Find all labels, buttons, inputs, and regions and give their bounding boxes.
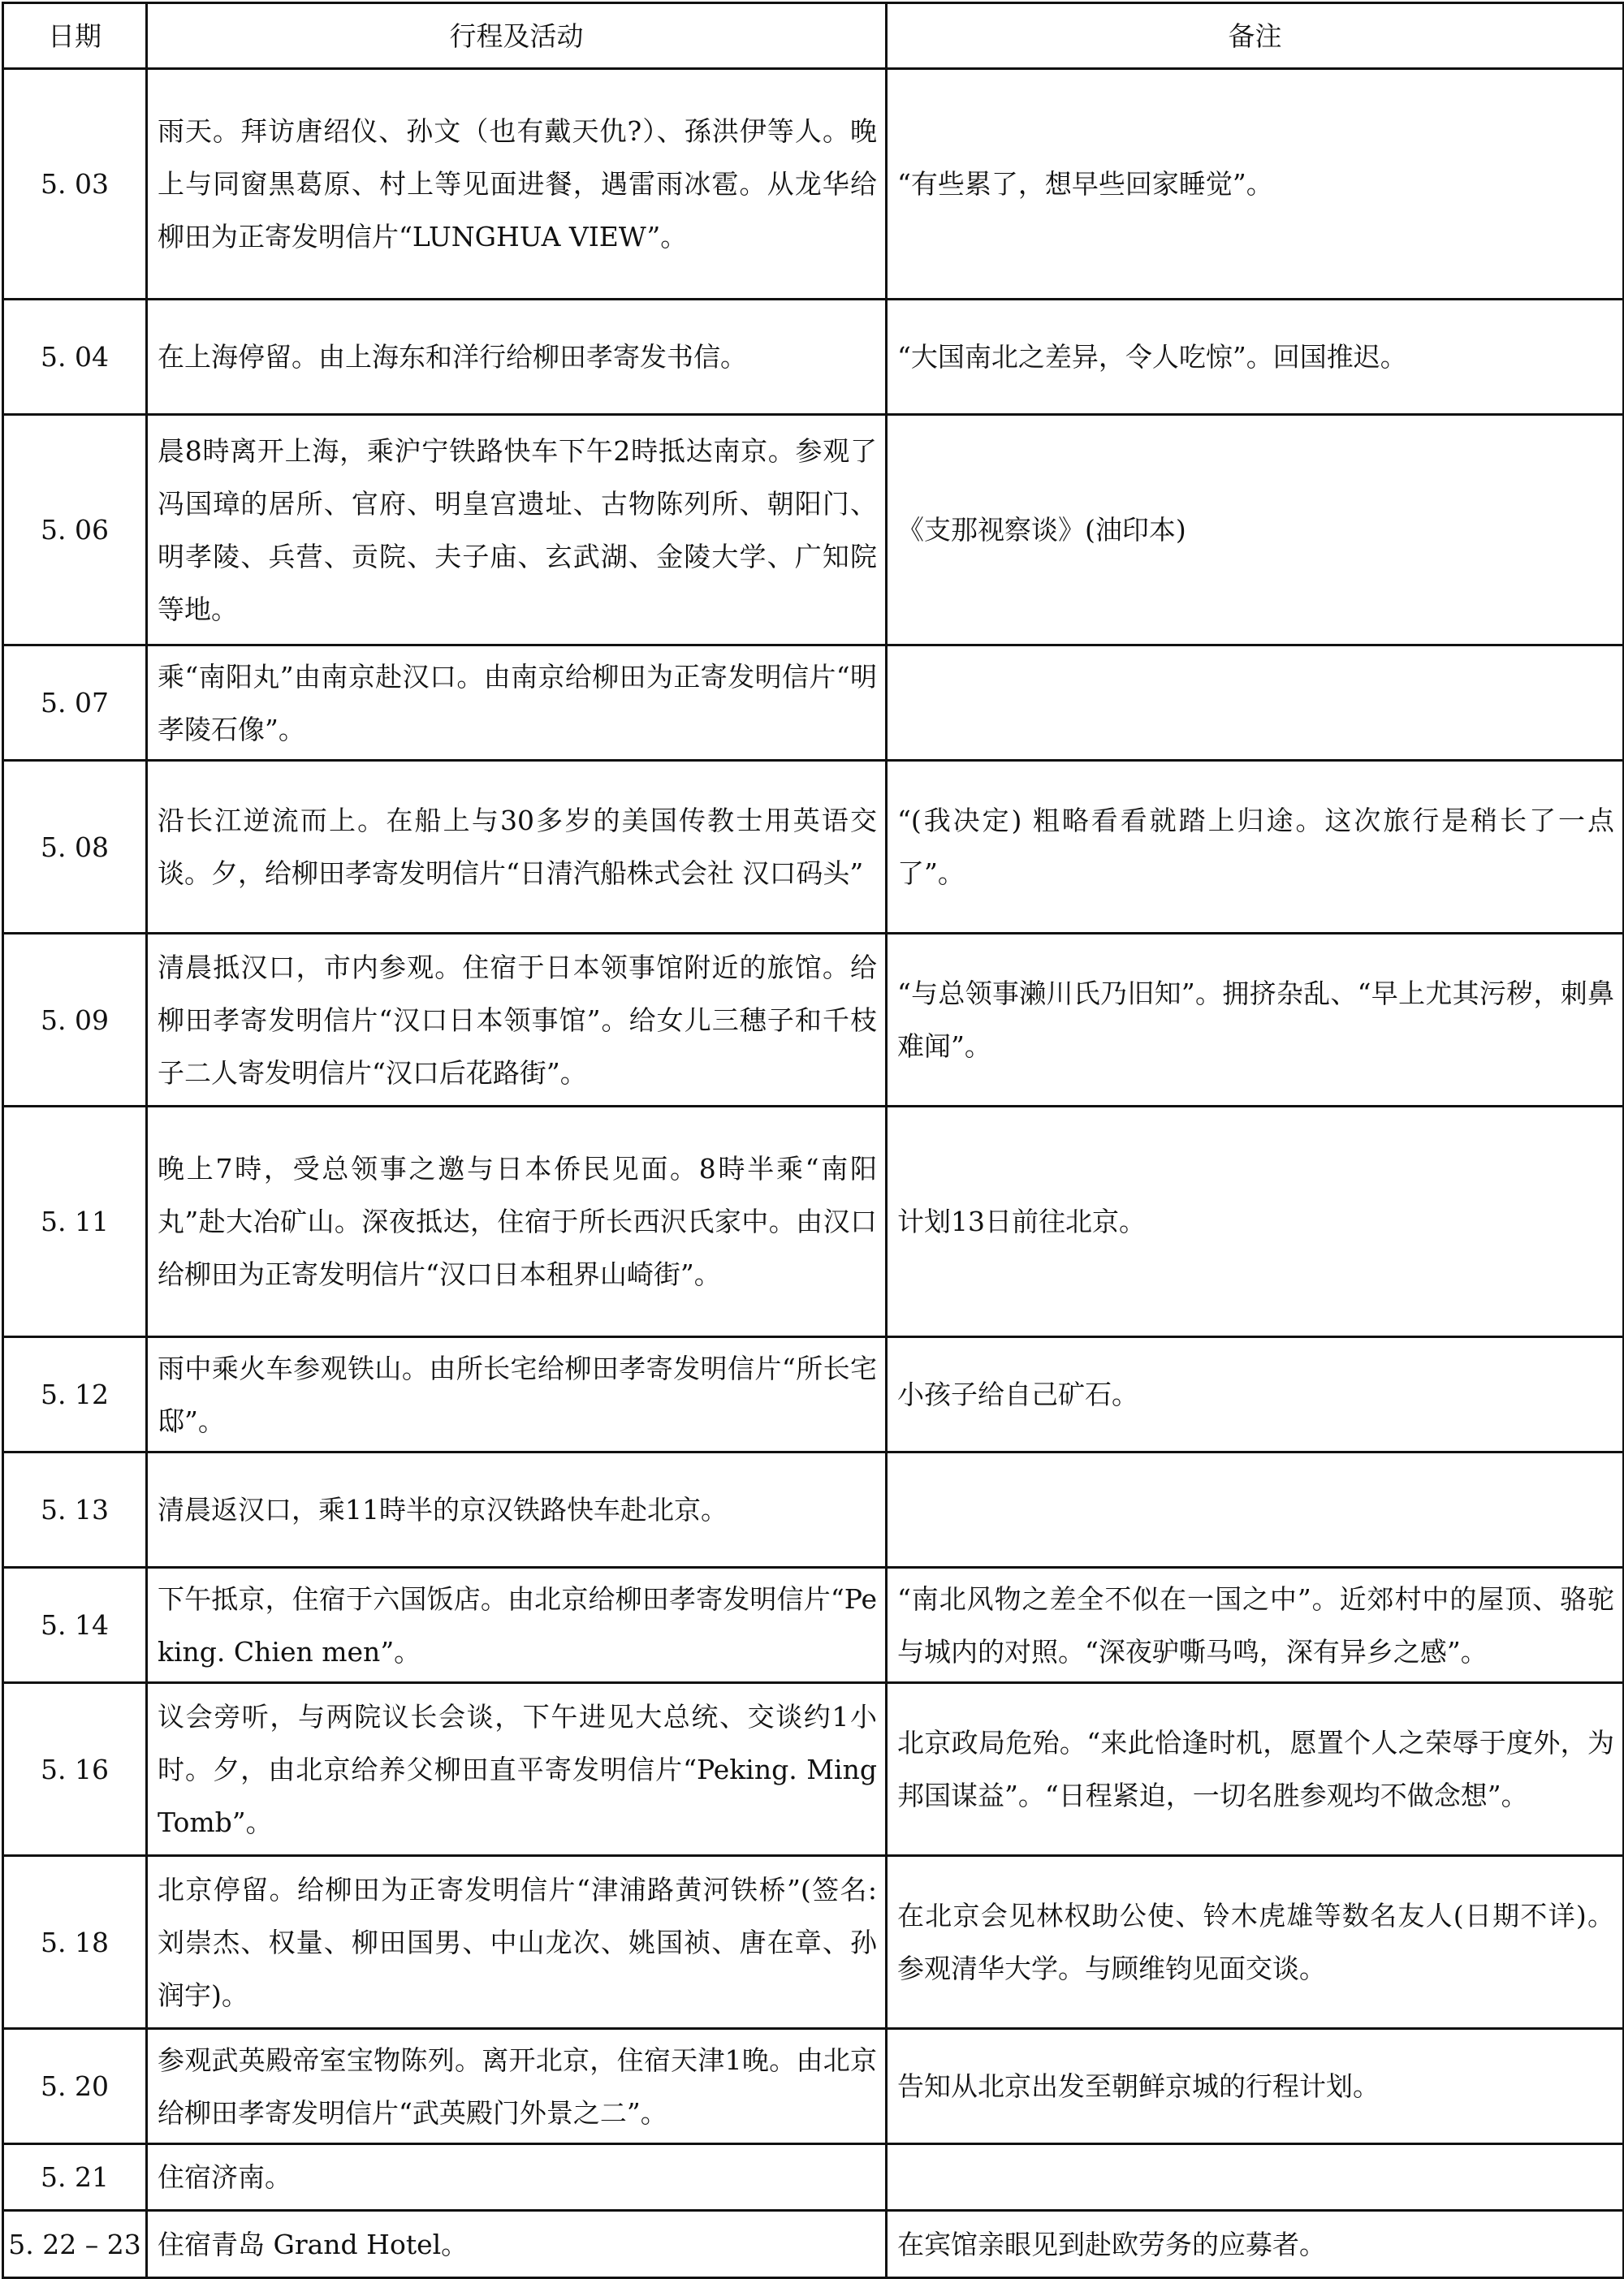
date-cell: 5. 13 (3, 1452, 147, 1568)
activity-cell: 在上海停留。由上海东和洋行给柳田孝寄发书信。 (147, 300, 887, 415)
table-row (3, 415, 1624, 645)
header-activity: 行程及活动 (147, 3, 887, 69)
date-cell: 5. 11 (3, 1107, 147, 1337)
date-cell: 5. 14 (3, 1568, 147, 1683)
table-row (3, 2211, 1624, 2278)
activity-cell: 雨天。拜访唐绍仪、孙文（也有戴天仇?）、孫洪伊等人。晚上与同窗黒葛原、村上等见面进餐，遇雷雨冰雹。从龙华给柳田为正寄发明信片“LUNGHUA VIEW”。 (147, 69, 887, 300)
table-row (3, 1568, 1624, 1683)
note-cell (887, 1452, 1624, 1568)
activity-cell: 北京停留。给柳田为正寄发明信片“津浦路黄河铁桥”(签名: 刘崇杰、权量、柳田国男、中山龙次、姚国祯、唐在章、孙润宇)。 (147, 1856, 887, 2029)
activity-cell: 住宿青岛 Grand Hotel。 (147, 2211, 887, 2278)
note-cell: “大国南北之差异，令人吃惊”。回国推迟。 (887, 300, 1624, 415)
date-cell: 5. 12 (3, 1337, 147, 1452)
date-cell: 5. 21 (3, 2144, 147, 2211)
note-cell: “与总领事濑川氏乃旧知”。拥挤杂乱、“早上尤其污秽，刺鼻难闻”。 (887, 934, 1624, 1107)
note-cell: 北京政局危殆。“来此恰逢时机，愿置个人之荣辱于度外，为邦国谋益”。“日程紧迫，一切名胜参观均不做念想”。 (887, 1683, 1624, 1856)
note-cell: 在北京会见林权助公使、铃木虎雄等数名友人(日期不详)。参观清华大学。与顾维钧见面交谈。 (887, 1856, 1624, 2029)
note-cell: “(我决定) 粗略看看就踏上归途。这次旅行是稍长了一点了”。 (887, 761, 1624, 934)
header-row (3, 3, 1624, 69)
note-cell: “南北风物之差全不似在一国之中”。近郊村中的屋顶、骆驼与城内的对照。“深夜驴嘶马鸣，深有异乡之感”。 (887, 1568, 1624, 1683)
activity-cell: 清晨返汉口，乘11時半的京汉铁路快车赴北京。 (147, 1452, 887, 1568)
date-cell: 5. 07 (3, 645, 147, 761)
table-row (3, 1683, 1624, 1856)
table-row (3, 1452, 1624, 1568)
activity-cell: 乘“南阳丸”由南京赴汉口。由南京给柳田为正寄发明信片“明孝陵石像”。 (147, 645, 887, 761)
activity-cell: 晨8時离开上海，乘沪宁铁路快车下午2時抵达南京。参观了冯国璋的居所、官府、明皇宫遗址、古物陈列所、朝阳门、明孝陵、兵营、贡院、夫子庙、玄武湖、金陵大学、广知院等地。 (147, 415, 887, 645)
date-cell: 5. 08 (3, 761, 147, 934)
table-row (3, 645, 1624, 761)
note-cell: 告知从北京出发至朝鲜京城的行程计划。 (887, 2029, 1624, 2144)
note-cell: 计划13日前往北京。 (887, 1107, 1624, 1337)
table-row (3, 761, 1624, 934)
table-row (3, 69, 1624, 300)
date-cell: 5. 18 (3, 1856, 147, 2029)
note-cell (887, 2144, 1624, 2211)
note-cell: “有些累了，想早些回家睡觉”。 (887, 69, 1624, 300)
itinerary-table (2, 2, 1624, 2279)
header-date: 日期 (3, 3, 147, 69)
header-note: 备注 (887, 3, 1624, 69)
activity-cell: 沿长江逆流而上。在船上与30多岁的美国传教士用英语交谈。夕，给柳田孝寄发明信片“日清汽船株式会社 汉口码头” (147, 761, 887, 934)
table-row (3, 1856, 1624, 2029)
activity-cell: 住宿济南。 (147, 2144, 887, 2211)
date-cell: 5. 09 (3, 934, 147, 1107)
table-row (3, 300, 1624, 415)
activity-cell: 下午抵京，住宿于六国饭店。由北京给柳田孝寄发明信片“Peking. Chien men”。 (147, 1568, 887, 1683)
table-row (3, 934, 1624, 1107)
date-cell: 5. 20 (3, 2029, 147, 2144)
note-cell: 在宾馆亲眼见到赴欧劳务的应募者。 (887, 2211, 1624, 2278)
date-cell: 5. 03 (3, 69, 147, 300)
activity-cell: 参观武英殿帝室宝物陈列。离开北京，住宿天津1晚。由北京给柳田孝寄发明信片“武英殿门外景之二”。 (147, 2029, 887, 2144)
activity-cell: 清晨抵汉口，市内参观。住宿于日本领事馆附近的旅馆。给柳田孝寄发明信片“汉口日本领事馆”。给女儿三穗子和千枝子二人寄发明信片“汉口后花路街”。 (147, 934, 887, 1107)
activity-cell: 议会旁听，与两院议长会谈，下午进见大总统、交谈约1小时。夕，由北京给养父柳田直平寄发明信片“Peking. Ming Tomb”。 (147, 1683, 887, 1856)
table-row (3, 2029, 1624, 2144)
table-row (3, 2144, 1624, 2211)
activity-cell: 雨中乘火车参观铁山。由所长宅给柳田孝寄发明信片“所长宅邸”。 (147, 1337, 887, 1452)
note-cell: 小孩子给自己矿石。 (887, 1337, 1624, 1452)
date-cell: 5. 04 (3, 300, 147, 415)
note-cell: 《支那视察谈》(油印本) (887, 415, 1624, 645)
activity-cell: 晚上7時，受总领事之邀与日本侨民见面。8時半乘“南阳丸”赴大冶矿山。深夜抵达，住宿于所长西沢氏家中。由汉口给柳田为正寄发明信片“汉口日本租界山崎街”。 (147, 1107, 887, 1337)
table-row (3, 1337, 1624, 1452)
date-cell: 5. 06 (3, 415, 147, 645)
table-row (3, 1107, 1624, 1337)
date-cell: 5. 16 (3, 1683, 147, 1856)
date-cell: 5. 22 – 23 (3, 2211, 147, 2278)
note-cell (887, 645, 1624, 761)
